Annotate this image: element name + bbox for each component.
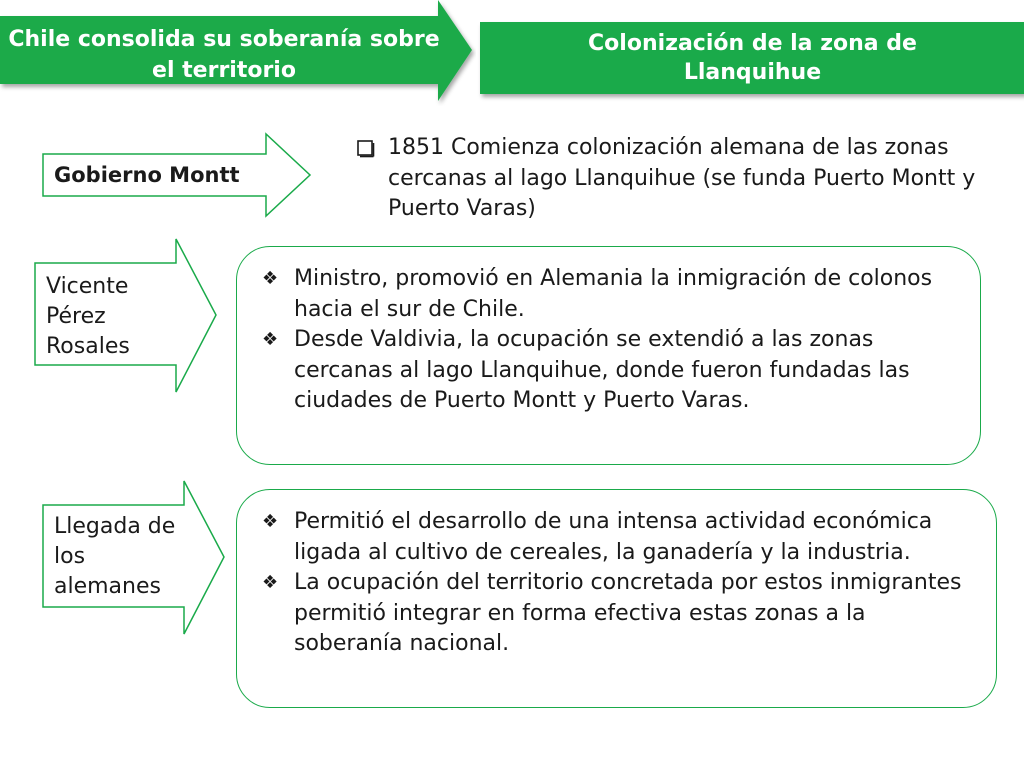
header-right-banner xyxy=(480,22,1024,94)
diamond-bullet-icon: ❖ xyxy=(262,329,279,350)
bullet-text: Permitió el desarrollo de una intensa actividad económica ligada al cultivo de cereales, la ganadería y la industria. xyxy=(294,509,933,565)
arrow-llegada-alemanes xyxy=(42,479,228,637)
arrow-label: Llegada de los alemanes xyxy=(54,514,176,599)
list-item xyxy=(262,264,962,325)
diamond-bullet-icon: ❖ xyxy=(262,511,279,532)
header-left-title: Chile consolida su soberanía sobre el territorio xyxy=(8,27,440,83)
bullet-text: 1851 Comienza colonización alemana de las zonas cercanas al lago Llanquihue (se funda Puerto Montt y Puerto Varas) xyxy=(388,135,976,221)
arrow-gobierno-montt xyxy=(42,132,314,218)
bullet-text: Ministro, promovió en Alemania la inmigración de colonos hacia el sur de Chile. xyxy=(294,266,933,322)
bullet-text: Desde Valdivia, la ocupación se extendió a las zonas cercanas al lago Llanquihue, donde fueron fundadas las ciudades de Puerto Montt y Puerto Varas. xyxy=(294,327,910,413)
list-item xyxy=(262,507,977,568)
bullet-text: La ocupación del territorio concretada por estos inmigrantes permitió integrar en forma efectiva estas zonas a la soberanía nacional. xyxy=(294,570,962,656)
diamond-bullet-icon: ❖ xyxy=(262,268,279,289)
header-right-title: Colonización de la zona de Llanquihue xyxy=(588,31,917,85)
row1-content xyxy=(356,133,976,225)
list-item xyxy=(356,133,976,225)
list-item xyxy=(262,568,977,660)
diamond-bullet-icon: ❖ xyxy=(262,572,279,593)
arrow-label: Gobierno Montt xyxy=(54,163,240,187)
arrow-vicente-perez-rosales xyxy=(34,237,220,395)
list-item xyxy=(262,325,962,417)
header-left-banner xyxy=(0,0,476,106)
row3-content-box xyxy=(236,489,997,708)
checkbox-square-icon xyxy=(356,133,384,170)
row2-content-box xyxy=(236,246,981,465)
arrow-label: Vicente Pérez Rosales xyxy=(46,274,130,359)
